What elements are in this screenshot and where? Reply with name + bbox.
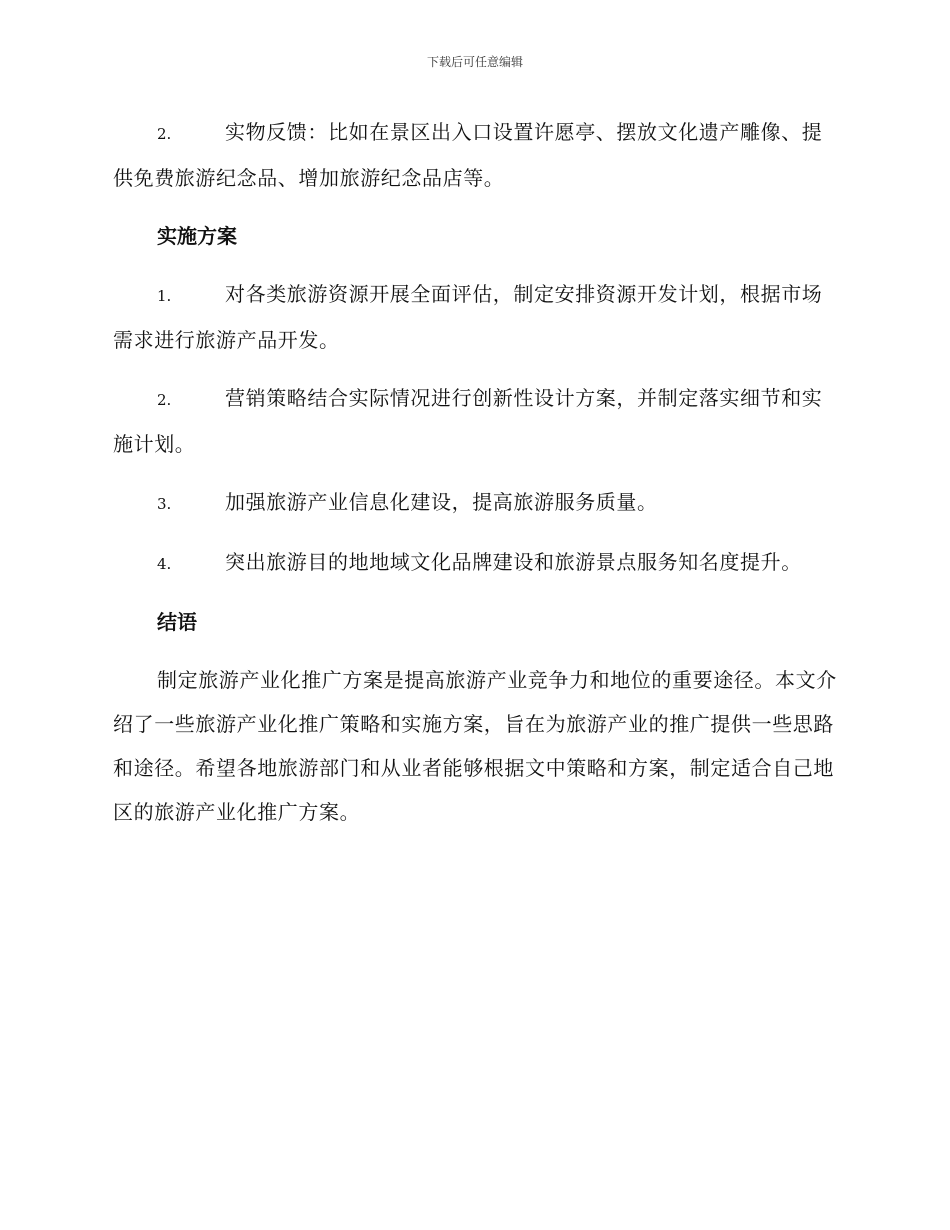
- section-heading-implementation: 实施方案: [157, 224, 237, 248]
- list-text: 对各类旅游资源开展全面评估，制定安排资源开发计划，根据市场需求进行旅游产品开发。: [113, 282, 823, 352]
- document-body: [113, 110, 838, 848]
- list-item: [113, 272, 838, 362]
- page-header: 下载后可任意编辑: [426, 55, 523, 69]
- conclusion-paragraph: 制定旅游产业化推广方案是提高旅游产业竞争力和地位的重要途径。本文介绍了一些旅游产业化推广策略和实施方案，旨在为旅游产业的推广提供一些思路和途径。希望各地旅游部门和从业者能够根据文中策略和方案，制定适合自己地区的旅游产业化推广方案。: [113, 668, 837, 824]
- list-number: 3.: [157, 495, 172, 513]
- list-item: [113, 480, 838, 526]
- list-number: 1.: [157, 287, 172, 305]
- list-item: [113, 540, 838, 586]
- list-number: 2.: [157, 391, 172, 409]
- list-item: [113, 376, 838, 466]
- list-number: 4.: [157, 555, 172, 573]
- list-text: 加强旅游产业信息化建设，提高旅游服务质量。: [225, 490, 658, 514]
- list-text: 突出旅游目的地地域文化品牌建设和旅游景点服务知名度提升。: [225, 550, 802, 574]
- list-item-feedback: [113, 110, 838, 200]
- list-number: 2.: [157, 125, 172, 143]
- list-text: 实物反馈：比如在景区出入口设置许愿亭、摆放文化遗产雕像、提供免费旅游纪念品、增加旅游纪念品店等。: [113, 120, 823, 190]
- list-text: 营销策略结合实际情况进行创新性设计方案，并制定落实细节和实施计划。: [113, 386, 823, 456]
- section-heading-conclusion: 结语: [157, 610, 197, 634]
